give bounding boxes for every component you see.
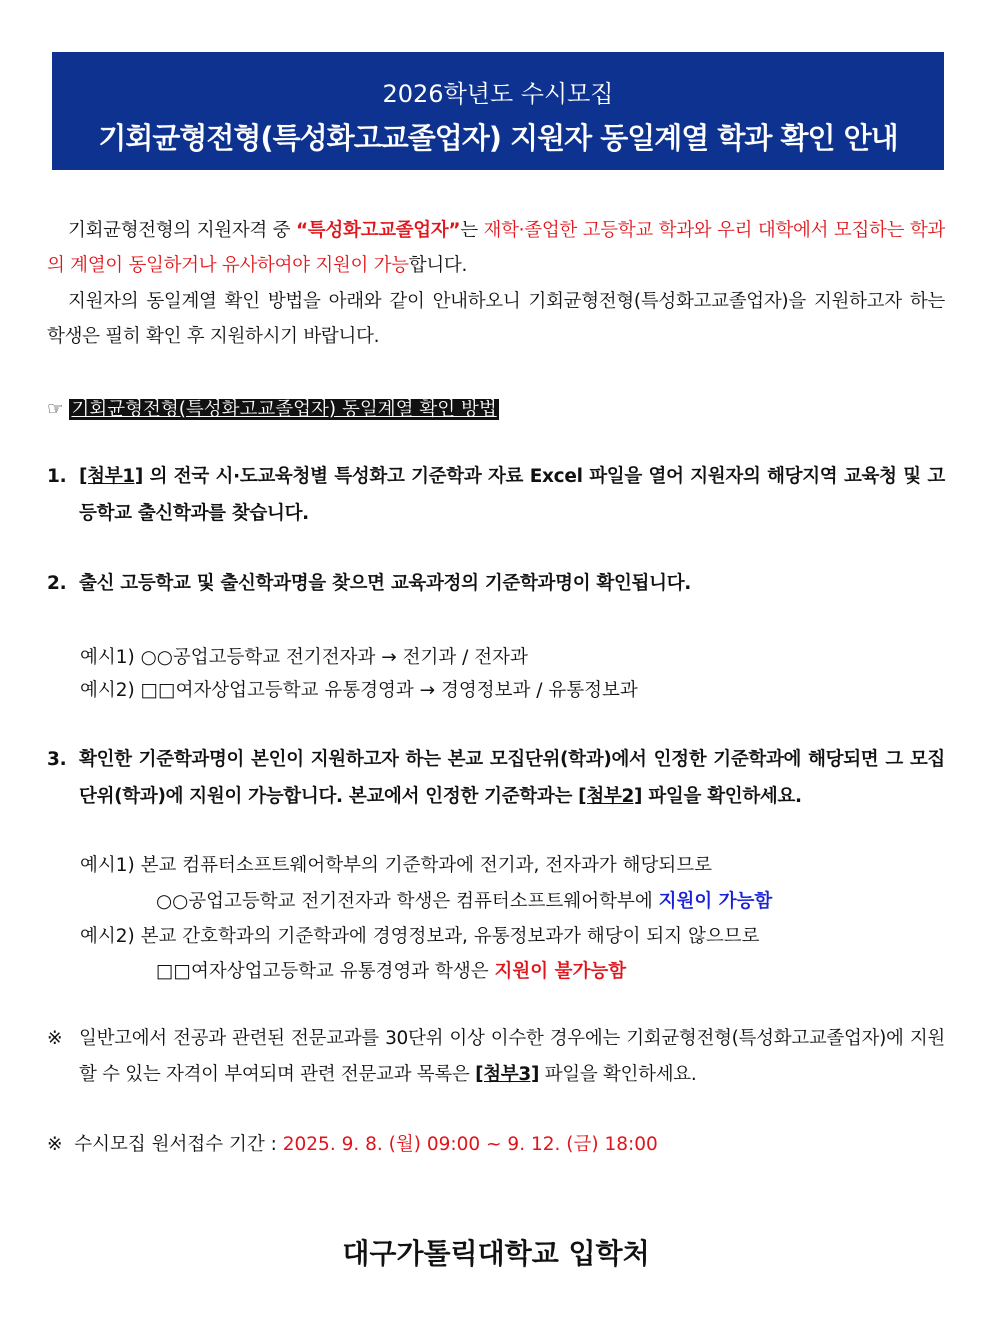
example-text: □□여자상업고등학교 유통경영과 학생은 [156, 961, 495, 982]
section-title: 기회균형전형(특성화고교졸업자) 동일계열 확인 방법 [71, 399, 497, 420]
result-impossible: 지원이 불가능함 [494, 961, 627, 982]
example-text: ○○공업고등학교 전기전자과 학생은 컴퓨터소프트웨어학부에 [156, 891, 659, 912]
attachment-1-ref: [첨부1] [79, 466, 144, 487]
attachment-2-ref: [첨부2] [578, 786, 643, 807]
step2-example-1: 예시1) ○○공업고등학교 전기전자과 → 전기과 / 전자과 [80, 647, 528, 668]
step-1 [47, 458, 945, 532]
step-text: 출신 고등학교 및 출신학과명을 찾으면 교육과정의 기준학과명이 확인됩니다. [79, 573, 691, 594]
note-application-period [47, 1130, 658, 1156]
period-label: 수시모집 원서접수 기간 : [74, 1134, 283, 1155]
step-text: 의 전국 시·도교육청별 특성화고 기준학과 자료 Excel 파일을 열어 지원자의 해당지역 교육청 및 고등학교 출신학과를 찾습니다. [79, 466, 945, 524]
intro-text: 기회균형전형의 지원자격 중 [68, 220, 296, 241]
section-heading [47, 395, 499, 421]
requirement-highlight: 재학·졸업한 고등학교 학과와 우리 대학에서 모집하는 학과의 계열이 동일하거나 유사하여야 지원이 가능 [47, 220, 945, 276]
issuer: 대구가톨릭대학교 입학처 [342, 1237, 650, 1270]
step3-example-2-line2 [156, 957, 626, 983]
title-banner [52, 52, 944, 170]
step-text: 확인한 기준학과명이 본인이 지원하고자 하는 본교 모집단위(학과)에서 인정한 기준학과에 해당되면 그 모집단위(학과)에 지원이 가능합니다. 본교에서 인정한 기준학과는 [79, 749, 945, 807]
attachment-3-ref: [첨부3] [475, 1064, 540, 1085]
qualification-name: “특성화고교졸업자” [295, 220, 461, 241]
note-text: 파일을 확인하세요. [539, 1064, 697, 1085]
main-title: 기회균형전형(특성화고교졸업자) 지원자 동일계열 학과 확인 안내 [98, 121, 898, 155]
reference-mark-icon: ※ [47, 1134, 63, 1155]
step-3 [47, 741, 945, 815]
period-value: 2025. 9. 8. (월) 09:00 ~ 9. 12. (금) 18:00 [282, 1134, 658, 1155]
step-2 [47, 565, 945, 602]
step3-example-2-line1: 예시2) 본교 간호학과의 기준학과에 경영정보과, 유통정보과가 해당이 되지 않으므로 [80, 926, 760, 947]
note-general-school [47, 1021, 945, 1093]
step-number: 1. [47, 466, 67, 487]
reference-mark-icon: ※ [47, 1028, 63, 1049]
intro-paragraph-1 [47, 213, 945, 283]
note-text: 일반고에서 전공과 관련된 전문교과를 30단위 이상 이수한 경우에는 기회균형전형(특성화고교졸업자)에 지원할 수 있는 자격이 부여되며 관련 전문교과 목록은 [79, 1028, 945, 1085]
step2-example-2: 예시2) □□여자상업고등학교 유통경영과 → 경영정보과 / 유통정보과 [80, 680, 638, 701]
step-number: 3. [47, 749, 67, 770]
year-title: 2026학년도 수시모집 [382, 80, 614, 108]
intro-paragraph-2: 지원자의 동일계열 확인 방법을 아래와 같이 안내하오니 기회균형전형(특성화고교졸업자)을 지원하고자 하는 학생은 필히 확인 후 지원하시기 바랍니다. [47, 291, 945, 347]
step-text: 파일을 확인하세요. [642, 786, 802, 807]
pointing-hand-icon: ☞ [47, 399, 64, 420]
intro-text: 합니다. [408, 255, 468, 276]
result-possible: 지원이 가능함 [658, 891, 773, 912]
step-number: 2. [47, 573, 67, 594]
step3-example-1-line1: 예시1) 본교 컴퓨터소프트웨어학부의 기준학과에 전기과, 전자과가 해당되므로 [80, 855, 713, 876]
intro-text: 는 [460, 220, 484, 241]
step3-example-1-line2 [156, 887, 772, 913]
